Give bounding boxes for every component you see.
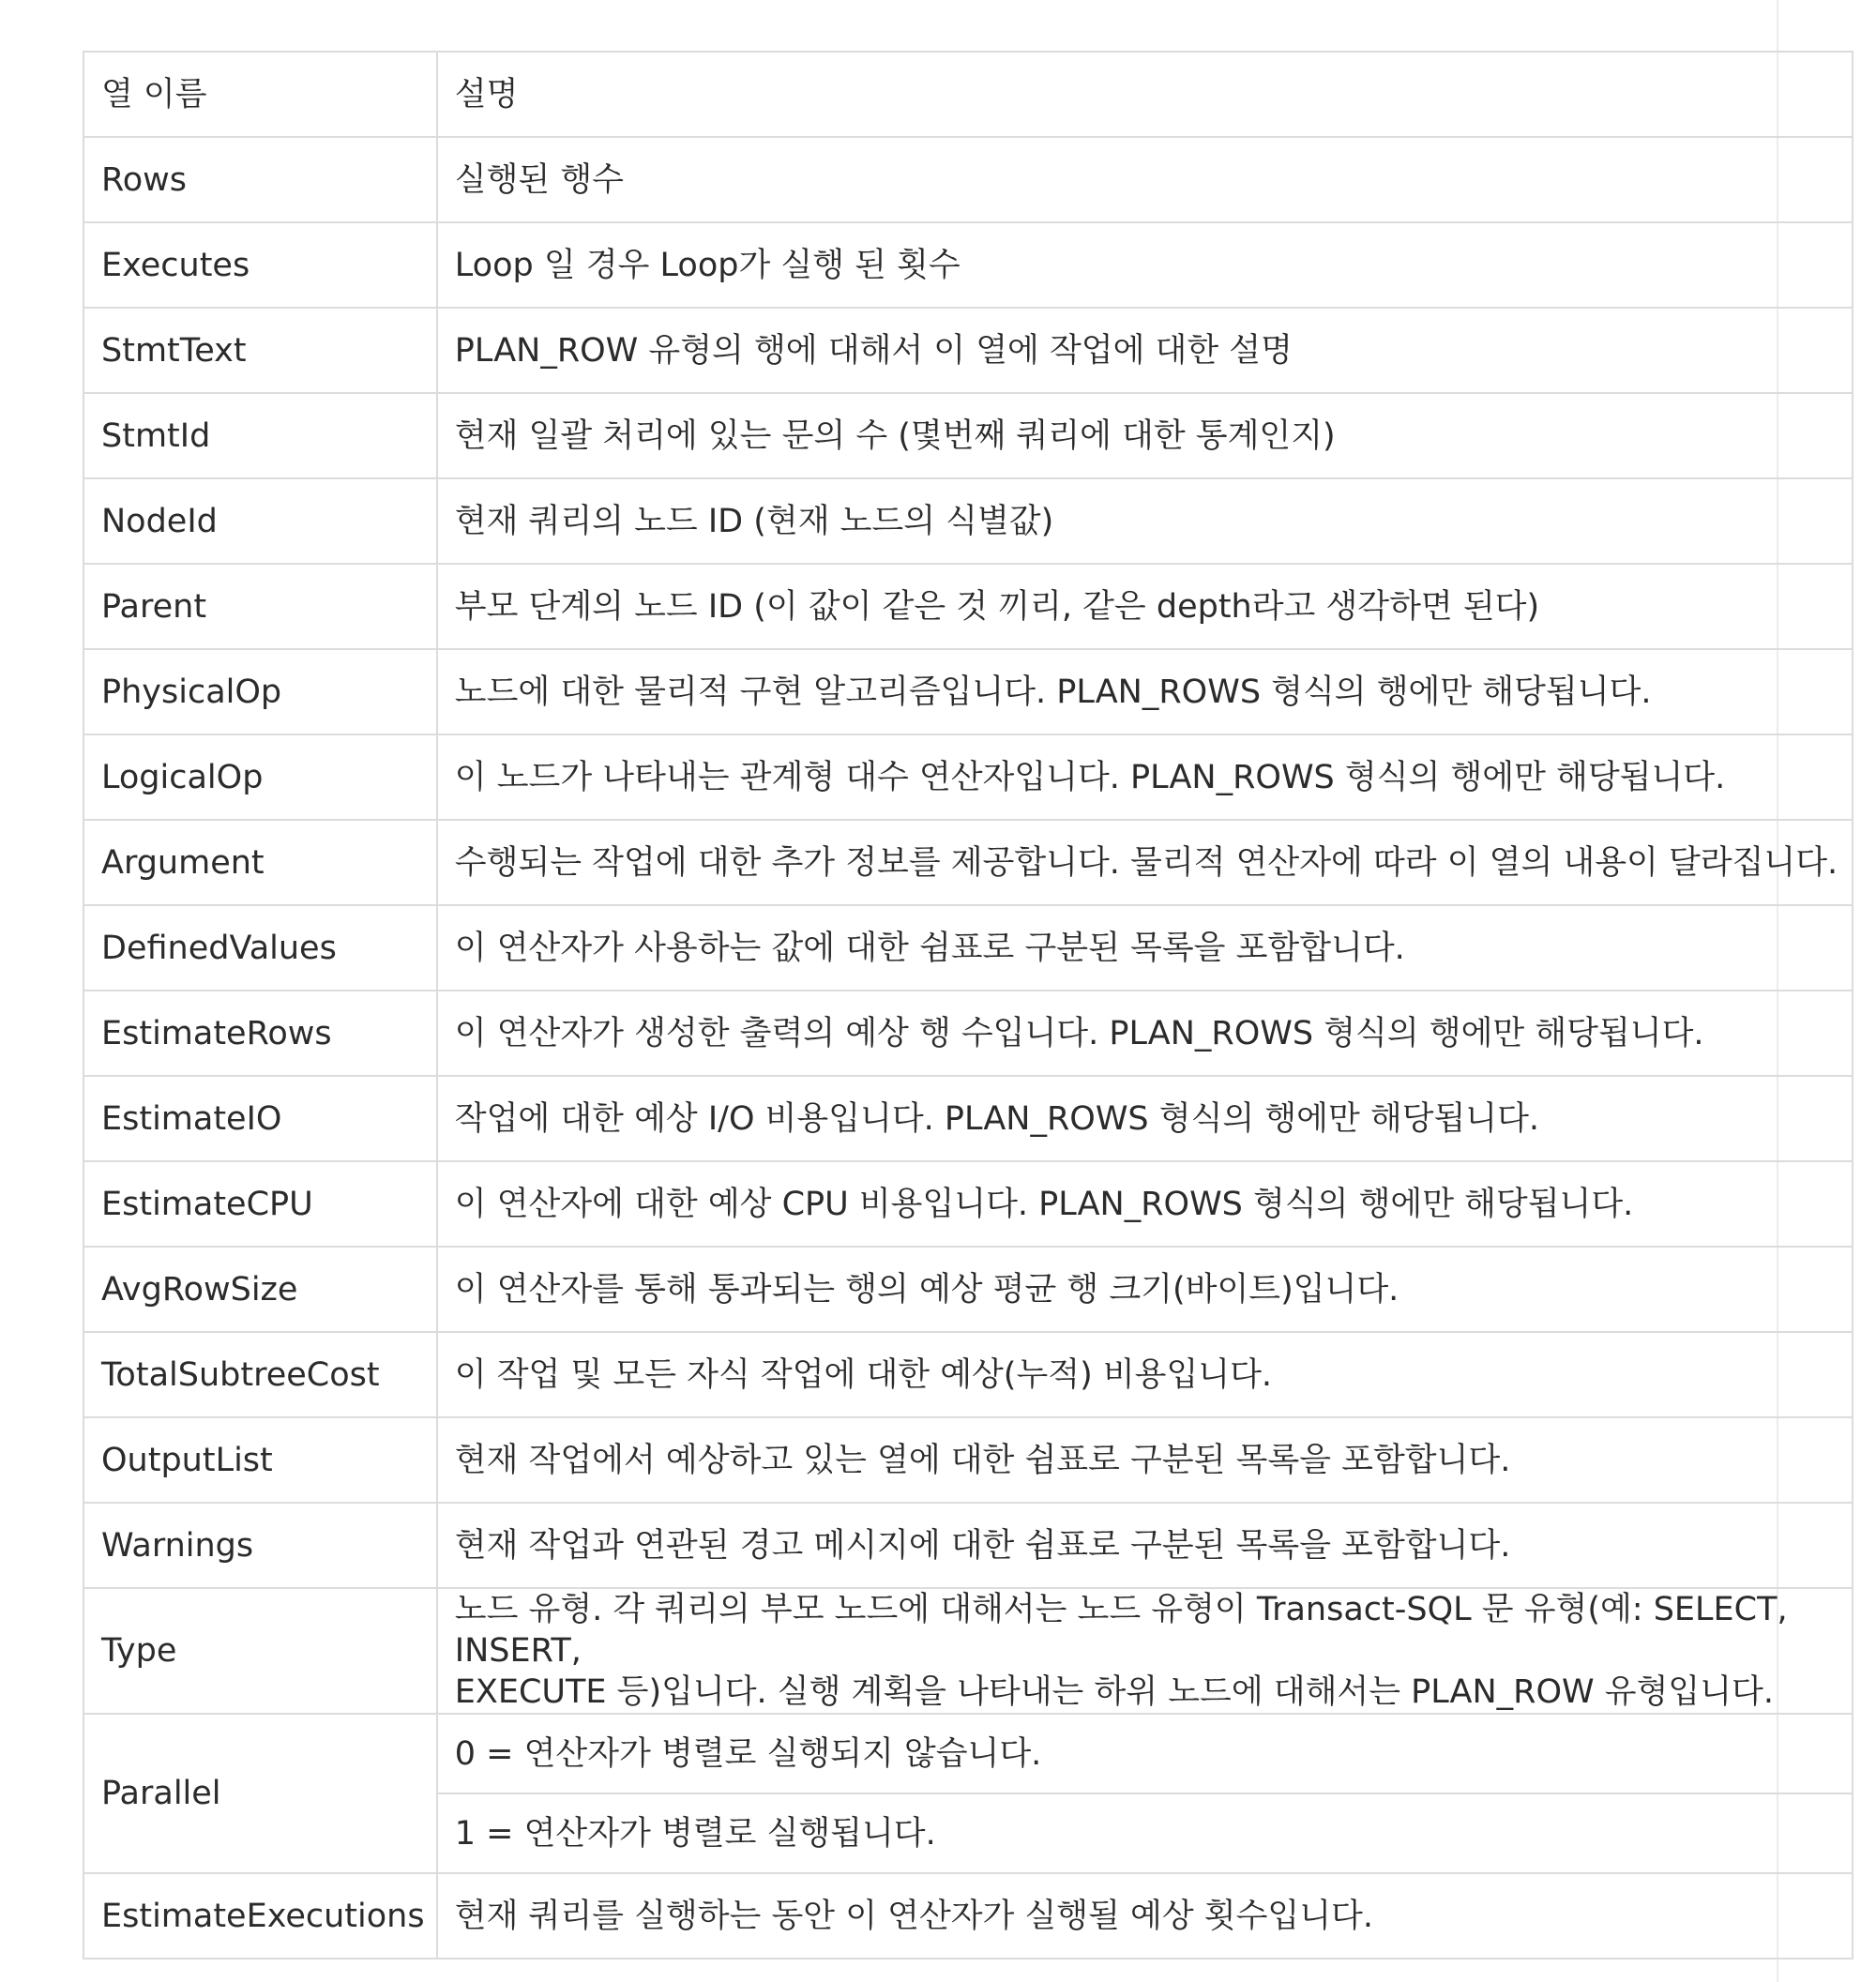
row-name: OutputList [83, 1417, 437, 1503]
row-name: NodeId [83, 478, 437, 564]
table-row [83, 905, 1853, 991]
table-row [83, 1417, 1853, 1503]
column-description-table [83, 51, 1853, 1959]
parallel-value-1: 1 = 연산자가 병렬로 실행됩니다. [437, 1793, 1853, 1873]
row-description: 현재 작업과 연관된 경고 메시지에 대한 쉼표로 구분된 목록을 포함합니다. [437, 1503, 1853, 1588]
header-column-name: 열 이름 [83, 52, 437, 137]
table-row [83, 734, 1853, 820]
table-row [83, 308, 1853, 393]
row-name: Parent [83, 564, 437, 649]
description-line-1: 노드 유형. 각 쿼리의 부모 노드에 대해서는 노드 유형이 Transact-SQL 문 유형(예: SELECT, INSERT, [454, 1591, 1788, 1670]
row-name: EstimateExecutions [83, 1873, 437, 1959]
row-name: EstimateCPU [83, 1161, 437, 1247]
table-row [83, 478, 1853, 564]
row-description: 부모 단계의 노드 ID (이 값이 같은 것 끼리, 같은 depth라고 생각하면 된다) [437, 564, 1853, 649]
row-description: 이 연산자가 생성한 출력의 예상 행 수입니다. PLAN_ROWS 형식의 행에만 해당됩니다. [437, 991, 1853, 1076]
table-row [83, 1503, 1853, 1588]
row-name: EstimateRows [83, 991, 437, 1076]
row-name: Type [83, 1588, 437, 1714]
row-name: EstimateIO [83, 1076, 437, 1161]
row-description: 이 연산자에 대한 예상 CPU 비용입니다. PLAN_ROWS 형식의 행에만 해당됩니다. [437, 1161, 1853, 1247]
table-row [83, 1247, 1853, 1332]
row-description: 수행되는 작업에 대한 추가 정보를 제공합니다. 물리적 연산자에 따라 이 열의 내용이 달라집니다. [437, 820, 1853, 905]
table-row [83, 1873, 1853, 1959]
row-name: PhysicalOp [83, 649, 437, 734]
row-description: 실행된 행수 [437, 137, 1853, 222]
row-name: Rows [83, 137, 437, 222]
table-row-parallel [83, 1714, 1853, 1793]
row-description: 현재 작업에서 예상하고 있는 열에 대한 쉼표로 구분된 목록을 포함합니다. [437, 1417, 1853, 1503]
row-name: Executes [83, 222, 437, 308]
table-row [83, 564, 1853, 649]
row-description: 이 작업 및 모든 자식 작업에 대한 예상(누적) 비용입니다. [437, 1332, 1853, 1417]
table-row-type [83, 1588, 1853, 1714]
row-description: 이 연산자를 통해 통과되는 행의 예상 평균 행 크기(바이트)입니다. [437, 1247, 1853, 1332]
table-row [83, 649, 1853, 734]
table-row [83, 222, 1853, 308]
table-row [83, 991, 1853, 1076]
table-row [83, 820, 1853, 905]
row-name: TotalSubtreeCost [83, 1332, 437, 1417]
description-line-2: EXECUTE 등)입니다. 실행 계획을 나타내는 하위 노드에 대해서는 PLAN_ROW 유형입니다. [454, 1673, 1774, 1711]
row-description: 노드에 대한 물리적 구현 알고리즘입니다. PLAN_ROWS 형식의 행에만 해당됩니다. [437, 649, 1853, 734]
row-description: Loop 일 경우 Loop가 실행 된 횟수 [437, 222, 1853, 308]
parallel-value-0: 0 = 연산자가 병렬로 실행되지 않습니다. [437, 1714, 1853, 1793]
row-description: PLAN_ROW 유형의 행에 대해서 이 열에 작업에 대한 설명 [437, 308, 1853, 393]
row-description: 현재 일괄 처리에 있는 문의 수 (몇번째 쿼리에 대한 통계인지) [437, 393, 1853, 478]
row-description: 현재 쿼리의 노드 ID (현재 노드의 식별값) [437, 478, 1853, 564]
table-row [83, 137, 1853, 222]
row-description: 이 노드가 나타내는 관계형 대수 연산자입니다. PLAN_ROWS 형식의 행에만 해당됩니다. [437, 734, 1853, 820]
row-name: Parallel [83, 1714, 437, 1873]
row-name: Warnings [83, 1503, 437, 1588]
table-row [83, 1161, 1853, 1247]
row-name: StmtText [83, 308, 437, 393]
row-name: AvgRowSize [83, 1247, 437, 1332]
table-row [83, 1076, 1853, 1161]
table-row [83, 393, 1853, 478]
row-description: 작업에 대한 예상 I/O 비용입니다. PLAN_ROWS 형식의 행에만 해당됩니다. [437, 1076, 1853, 1161]
row-name: StmtId [83, 393, 437, 478]
row-name: Argument [83, 820, 437, 905]
table-row [83, 1332, 1853, 1417]
header-description: 설명 [437, 52, 1853, 137]
row-description: 현재 쿼리를 실행하는 동안 이 연산자가 실행될 예상 횟수입니다. [437, 1873, 1853, 1959]
row-name: LogicalOp [83, 734, 437, 820]
row-description [437, 1588, 1853, 1714]
table-header-row [83, 52, 1853, 137]
row-name: DefinedValues [83, 905, 437, 991]
row-description: 이 연산자가 사용하는 값에 대한 쉼표로 구분된 목록을 포함합니다. [437, 905, 1853, 991]
